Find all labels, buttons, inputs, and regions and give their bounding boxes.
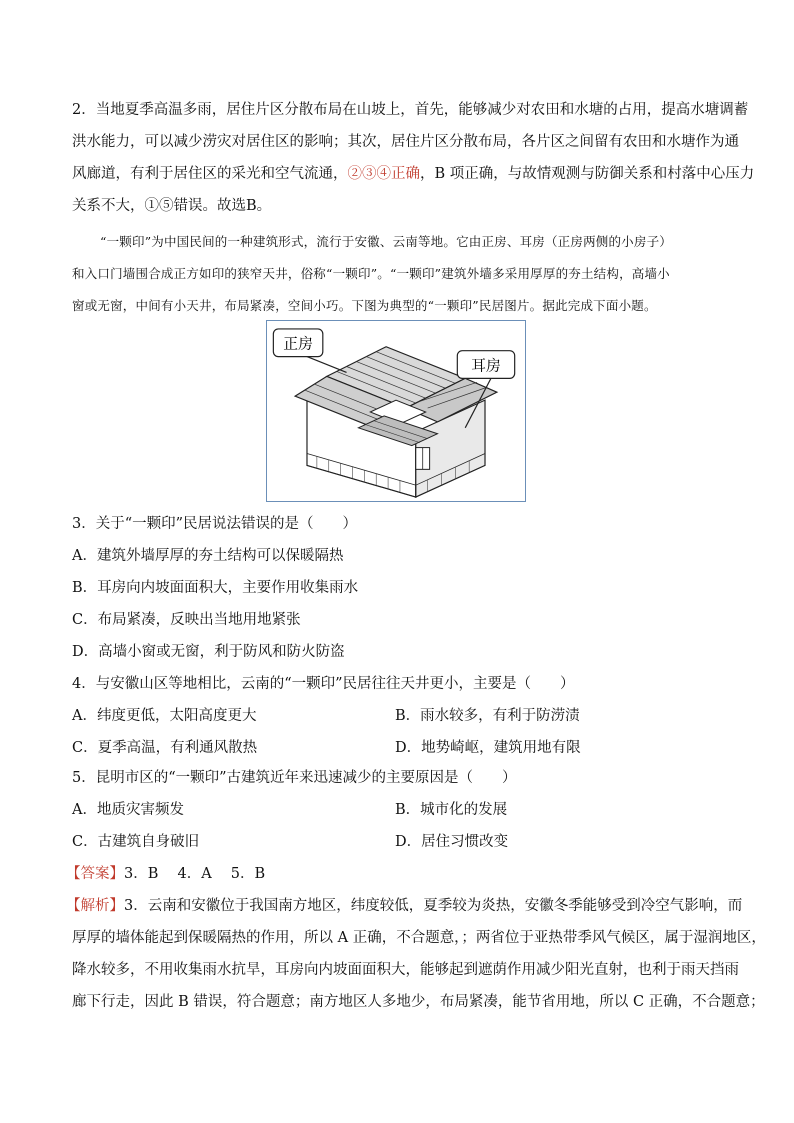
- analysis-text-1: 3．云南和安徽位于我国南方地区，纬度较低，夏季较为炎热，安徽冬季能够受到冷空气影响，而: [124, 898, 743, 914]
- q3-option-d: D．高墙小窗或无窗，利于防风和防火防盗: [72, 644, 345, 660]
- q5-option-c: C．古建筑自身破旧: [72, 834, 200, 850]
- intro-line3: 窗或无窗，中间有小天井，布局紧凑，空间小巧。下图为典型的“一颗印”民居图片。据此完成下面小题。: [72, 298, 657, 313]
- explanation-q2-line1: 2．当地夏季高温多雨，居住片区分散布局在山坡上，首先，能够减少对农田和水塘的占用，提高水塘调蓄: [72, 102, 749, 118]
- explanation-q2-line4: 关系不大，①⑤错误。故选B。: [72, 198, 272, 214]
- q5-option-a: A．地质灾害频发: [72, 802, 184, 818]
- q4-stem: 4．与安徽山区等地相比，云南的“一颗印”民居往往天井更小，主要是（ ）: [72, 676, 575, 692]
- house-illustration: [267, 321, 525, 501]
- analysis-line1: [66, 896, 742, 916]
- answer-tag: 【答案】: [66, 866, 124, 882]
- answer-text: 3．B 4．A 5．B: [124, 866, 266, 882]
- q3-option-a: A．建筑外墙厚厚的夯土结构可以保暖隔热: [72, 548, 344, 564]
- q5-option-b: B．城市化的发展: [395, 802, 508, 818]
- q4-option-c: C．夏季高温，有利通风散热: [72, 740, 258, 756]
- analysis-line3: 降水较多，不用收集雨水抗旱，耳房向内坡面面积大，能够起到遮荫作用减少阳光直射，也利于雨天挡雨: [72, 962, 739, 978]
- analysis-tag: 【解析】: [66, 898, 124, 914]
- q4-option-a: A．纬度更低，太阳高度更大: [72, 708, 257, 724]
- q3-stem: 3．关于“一颗印”民居说法错误的是（ ）: [72, 516, 358, 532]
- q4-option-b: B．雨水较多，有利于防涝渍: [395, 708, 580, 724]
- explanation-q2-highlight: ②③④正确: [347, 166, 420, 182]
- yikeyin-house-figure: [266, 320, 526, 502]
- analysis-line2: 厚厚的墙体能起到保暖隔热的作用，所以 A 正确，不合题意，；两省位于亚热带季风气候区，属于湿润地区，: [72, 930, 766, 946]
- q3-option-b: B．耳房向内坡面面积大，主要作用收集雨水: [72, 580, 359, 596]
- explanation-q2-line3-c: ，B 项正确，与故情观测与防御关系和村落中心压力: [420, 166, 755, 182]
- q3-option-c: C．布局紧凑，反映出当地用地紧张: [72, 612, 301, 628]
- side-house-label: 耳房: [471, 357, 501, 375]
- explanation-q2-line2: 洪水能力，可以减少涝灾对居住区的影响；其次，居住片区分散布局，各片区之间留有农田和水塘作为通: [72, 134, 739, 150]
- q4-option-d: D．地势崎岖，建筑用地有限: [395, 740, 581, 756]
- main-house-label: 正房: [283, 335, 313, 353]
- intro-line2: 和入口门墙围合成正方如印的狭窄天井，俗称“一颗印”。“一颗印”建筑外墙多采用厚厚的夯土结构，高墙小: [72, 266, 670, 281]
- q5-option-d: D．居住习惯改变: [395, 834, 509, 850]
- intro-line1: “一颗印”为中国民间的一种建筑形式，流行于安徽、云南等地。它由正房、耳房（正房两侧的小房子）: [100, 234, 672, 249]
- explanation-q2-line3: [72, 164, 754, 184]
- answer-line: [66, 864, 265, 884]
- q5-stem: 5．昆明市区的“一颗印”古建筑近年来迅速减少的主要原因是（ ）: [72, 770, 517, 786]
- analysis-line4: 廊下行走，因此 B 错误，符合题意；南方地区人多地少，布局紧凑，能节省用地，所以 C 正确，不合题意；: [72, 994, 765, 1010]
- explanation-q2-line3-a: 风廊道，有利于居住区的采光和空气流通，: [72, 166, 348, 182]
